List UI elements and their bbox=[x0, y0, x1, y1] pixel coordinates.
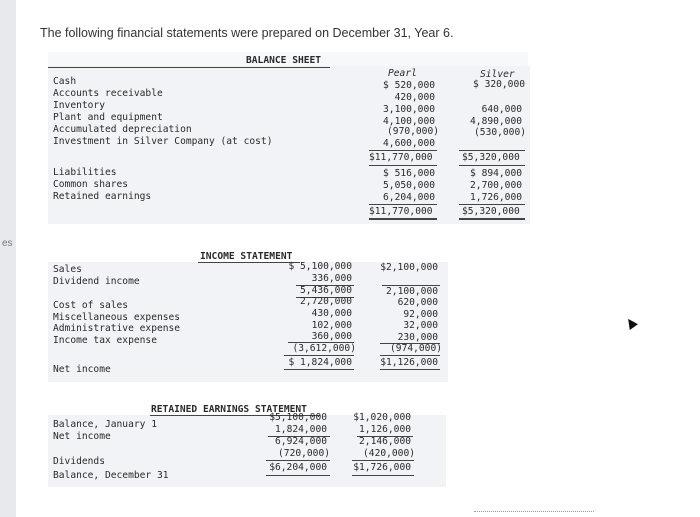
re-silver-rule-2 bbox=[352, 460, 414, 461]
mouse-cursor-icon bbox=[624, 316, 638, 330]
bs-pearl-value: (970,000) bbox=[387, 126, 439, 137]
re-silver-value: $1,726,000 bbox=[353, 462, 411, 473]
bs-pearl-double-rule bbox=[369, 218, 437, 220]
bs-liab-pearl: $ 516,000 bbox=[383, 168, 435, 179]
re-silver-value: 2,146,000 bbox=[359, 436, 411, 447]
bs-liab-pearl: 6,204,000 bbox=[383, 192, 435, 203]
silver-header: Silver bbox=[480, 69, 515, 80]
is-expense-silver: 620,000 bbox=[397, 297, 438, 308]
bs-pearl-value: 4,100,000 bbox=[383, 116, 435, 127]
bs-row-label: Accounts receivable bbox=[53, 88, 163, 99]
bs-liab-silver: 1,726,000 bbox=[470, 192, 522, 203]
bs-silver-total-liab: $5,320,000 bbox=[462, 206, 520, 217]
pearl-header: Pearl bbox=[388, 68, 417, 79]
re-pearl-rule-3 bbox=[266, 475, 330, 476]
bs-pearl-value: 4,600,000 bbox=[383, 138, 435, 149]
re-row-label: Dividends bbox=[53, 456, 105, 467]
re-row-label: Balance, January 1 bbox=[53, 419, 157, 430]
bs-pearl-value: 3,100,000 bbox=[383, 104, 435, 115]
is-dividend-pearl: 336,000 bbox=[311, 273, 352, 284]
is-expense-label: Income tax expense bbox=[53, 335, 157, 346]
re-silver-value: $1,020,000 bbox=[353, 412, 411, 423]
re-row-label: Net income bbox=[53, 431, 111, 442]
bs-row-label: Plant and equipment bbox=[53, 112, 163, 123]
bs-liab-pearl-rule bbox=[369, 204, 437, 205]
is-sales-label: Sales bbox=[53, 264, 82, 275]
bs-liab-label: Common shares bbox=[53, 179, 129, 190]
is-subtotal-pearl: 5,436,000 bbox=[300, 285, 352, 296]
re-pearl-value: $5,100,000 bbox=[269, 412, 327, 423]
bs-pearl-total-liab: $11,770,000 bbox=[369, 206, 433, 217]
bs-row-label: Cash bbox=[53, 76, 77, 87]
balance-sheet-title-rule bbox=[48, 67, 330, 68]
is-total-exp-pearl: (3,612,000) bbox=[292, 343, 356, 354]
is-expense-label: Cost of sales bbox=[53, 300, 129, 311]
balance-sheet-title: BALANCE SHEET bbox=[246, 55, 322, 66]
re-pearl-rule-2 bbox=[266, 460, 330, 461]
bs-pearl-value: $ 520,000 bbox=[383, 80, 435, 91]
bs-pearl-value: 420,000 bbox=[394, 92, 435, 103]
retained-earnings-title: RETAINED EARNINGS STATEMENT bbox=[151, 404, 307, 415]
bs-row-label: Investment in Silver Company (at cost) bbox=[53, 136, 273, 147]
is-expense-pearl: 102,000 bbox=[311, 320, 352, 331]
re-silver-value: 1,126,000 bbox=[359, 424, 411, 435]
is-expense-silver: 32,000 bbox=[403, 320, 438, 331]
bs-row-label: Accumulated depreciation bbox=[53, 124, 192, 135]
bs-liab-silver-rule bbox=[459, 204, 525, 205]
is-expense-label: Administrative expense bbox=[53, 323, 181, 334]
is-expense-pearl: 2,720,000 bbox=[300, 296, 352, 307]
re-row-label: Balance, December 31 bbox=[53, 470, 169, 481]
is-expense-label: Miscellaneous expenses bbox=[53, 312, 181, 323]
page-heading: The following financial statements were prepared on December 31, Year 6. bbox=[40, 26, 454, 40]
is-expense-pearl: 360,000 bbox=[311, 331, 352, 342]
bs-liab-silver: $ 894,000 bbox=[470, 168, 522, 179]
bs-silver-total-assets: $5,320,000 bbox=[462, 152, 520, 163]
bs-pearl-total-assets: $11,770,000 bbox=[369, 152, 433, 163]
is-silver-net-rule bbox=[380, 369, 440, 370]
bs-silver-value: $ 320,000 bbox=[473, 79, 525, 90]
bs-silver-value: (530,000) bbox=[474, 127, 526, 138]
bs-row-label: Inventory bbox=[53, 100, 105, 111]
is-extra-silver: 230,000 bbox=[397, 332, 438, 343]
bs-pearl-total-rule bbox=[369, 165, 437, 166]
is-net-pearl: $ 1,824,000 bbox=[288, 357, 352, 368]
is-expense-silver: 2,100,000 bbox=[386, 286, 438, 297]
is-net-label: Net income bbox=[53, 364, 111, 375]
bs-silver-subtotal-rule bbox=[459, 150, 525, 151]
re-pearl-value: $6,204,000 bbox=[269, 462, 327, 473]
is-net-silver: $1,126,000 bbox=[380, 357, 438, 368]
is-sales-pearl: $ 5,100,000 bbox=[288, 261, 352, 272]
is-total-exp-silver: (974,000) bbox=[390, 343, 442, 354]
bs-liab-silver: 2,700,000 bbox=[470, 180, 522, 191]
left-tab-edge bbox=[0, 0, 16, 517]
bs-silver-value: 640,000 bbox=[481, 104, 522, 115]
bs-silver-double-rule bbox=[459, 218, 525, 220]
is-pearl-net-rule bbox=[284, 369, 354, 370]
bs-pearl-subtotal-rule bbox=[369, 150, 437, 151]
is-silver-rule-3 bbox=[380, 355, 440, 356]
is-expense-silver: 92,000 bbox=[403, 309, 438, 320]
side-text: es bbox=[2, 238, 13, 249]
bs-liab-pearl: 5,050,000 bbox=[383, 180, 435, 191]
re-silver-rule-3 bbox=[352, 475, 414, 476]
re-pearl-value: 6,924,000 bbox=[275, 436, 327, 447]
bs-silver-total-rule bbox=[459, 165, 525, 166]
is-sales-silver: $2,100,000 bbox=[380, 262, 438, 273]
bs-liab-label: Retained earnings bbox=[53, 191, 152, 202]
is-expense-pearl: 430,000 bbox=[311, 308, 352, 319]
is-pearl-rule-4 bbox=[284, 355, 354, 356]
dotted-line bbox=[474, 511, 594, 512]
is-dividend-label: Dividend income bbox=[53, 276, 140, 287]
income-statement-title: INCOME STATEMENT bbox=[200, 251, 293, 262]
bs-liab-label: Liabilities bbox=[53, 167, 117, 178]
re-pearl-value: (720,000) bbox=[278, 448, 330, 459]
re-pearl-value: 1,824,000 bbox=[275, 424, 327, 435]
re-silver-value: (420,000) bbox=[363, 448, 415, 459]
bs-silver-value: 4,890,000 bbox=[470, 116, 522, 127]
